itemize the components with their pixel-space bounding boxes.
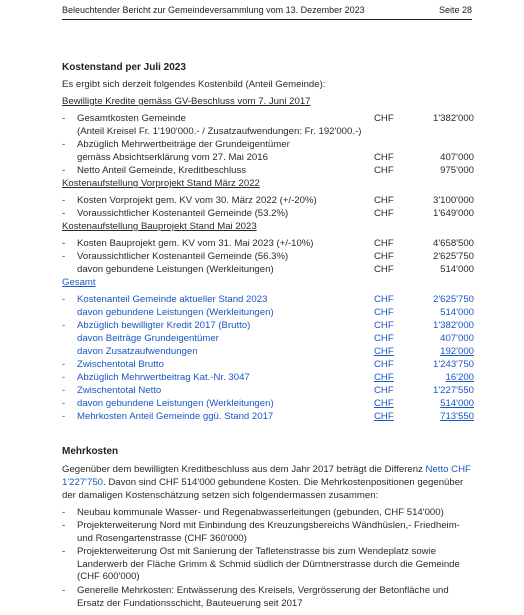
- cost-row: - Abzüglich Mehrwertbeiträge der Grundeigentümer: [62, 139, 290, 150]
- cost-row: davon gebundene Leistungen (Werkleitungen) CHF 514'000: [77, 264, 474, 275]
- total-row: - Mehrkosten Anteil Gemeinde ggü. Stand 2017 CHF 713'550: [62, 411, 474, 422]
- intro-text: Es ergibt sich derzeit folgendes Kostenbild (Anteil Gemeinde):: [62, 79, 326, 90]
- cost-row: (Anteil Kreisel Fr. 1'190'000.- / Zusatzaufwendungen: Fr. 192'000.-): [77, 126, 362, 137]
- section-heading-kostenstand: Kostenstand per Juli 2023: [62, 62, 186, 73]
- cost-row: - Netto Anteil Gemeinde, Kreditbeschluss CHF 975'000: [62, 165, 474, 176]
- total-row: - Abzüglich Mehrwertbeitrag Kat.-Nr. 3047 CHF 16'200: [62, 372, 474, 383]
- group-title-bauprojekt: Kostenaufstellung Bauprojekt Stand Mai 2023: [62, 221, 257, 232]
- total-row: davon Zusatzaufwendungen CHF 192'000: [77, 346, 474, 357]
- mehrkosten-paragraph: Gegenüber dem bewilligten Kreditbeschluss aus dem Jahr 2017 beträgt die Differenz Netto CHF 1'227'750. Davon sind CHF 514'000 gebundene Kosten. Die Mehrkostenpositionen gegenüber der damaligen Kostenschätzung setzen sich folgendermassen zusammen:: [62, 464, 471, 501]
- cost-row: gemäss Absichtserklärung vom 27. Mai 2016 CHF 407'000: [77, 152, 474, 163]
- header-title: Beleuchtender Bericht zur Gemeindeversammlung vom 13. Dezember 2023: [62, 5, 365, 15]
- cost-row: - Voraussichtlicher Kostenanteil Gemeinde (53.2%) CHF 1'649'000: [62, 208, 474, 219]
- group-title-vorprojekt: Kostenaufstellung Vorprojekt Stand März 2022: [62, 178, 260, 189]
- total-row: - davon gebundene Leistungen (Werkleitungen) CHF 514'000: [62, 398, 474, 409]
- cost-row: - Gesamtkosten Gemeinde CHF 1'382'000: [62, 113, 474, 124]
- cost-row: - Kosten Bauprojekt gem. KV vom 31. Mai 2023 (+/-10%) CHF 4'658'500: [62, 238, 474, 249]
- netto-amount-highlight: Netto CHF 1'227'750: [62, 464, 471, 488]
- total-row: - Kostenanteil Gemeinde aktueller Stand 2023 CHF 2'625'750: [62, 294, 474, 305]
- cost-row: - Kosten Vorprojekt gem. KV vom 30. März 2022 (+/-20%) CHF 3'100'000: [62, 195, 474, 206]
- group-title-gesamt: Gesamt: [62, 277, 96, 288]
- total-row: davon gebundene Leistungen (Werkleitungen) CHF 514'000: [77, 307, 474, 318]
- total-row: - Zwischentotal Brutto CHF 1'243'750: [62, 359, 474, 370]
- cost-row: - Voraussichtlicher Kostenanteil Gemeinde (56.3%) CHF 2'625'750: [62, 251, 474, 262]
- total-row: davon Beiträge Grundeigentümer CHF 407'000: [77, 333, 474, 344]
- page-header: [62, 5, 472, 19]
- group-title-bewilligte-kredite: Bewilligte Kredite gemäss GV-Beschluss vom 7. Juni 2017: [62, 96, 311, 107]
- total-row: - Zwischentotal Netto CHF 1'227'550: [62, 385, 474, 396]
- total-row: - Abzüglich bewilligter Kredit 2017 (Brutto) CHF 1'382'000: [62, 320, 474, 331]
- page-number: Seite 28: [438, 5, 472, 15]
- header-divider: [62, 19, 472, 20]
- section-heading-mehrkosten: Mehrkosten: [62, 446, 119, 457]
